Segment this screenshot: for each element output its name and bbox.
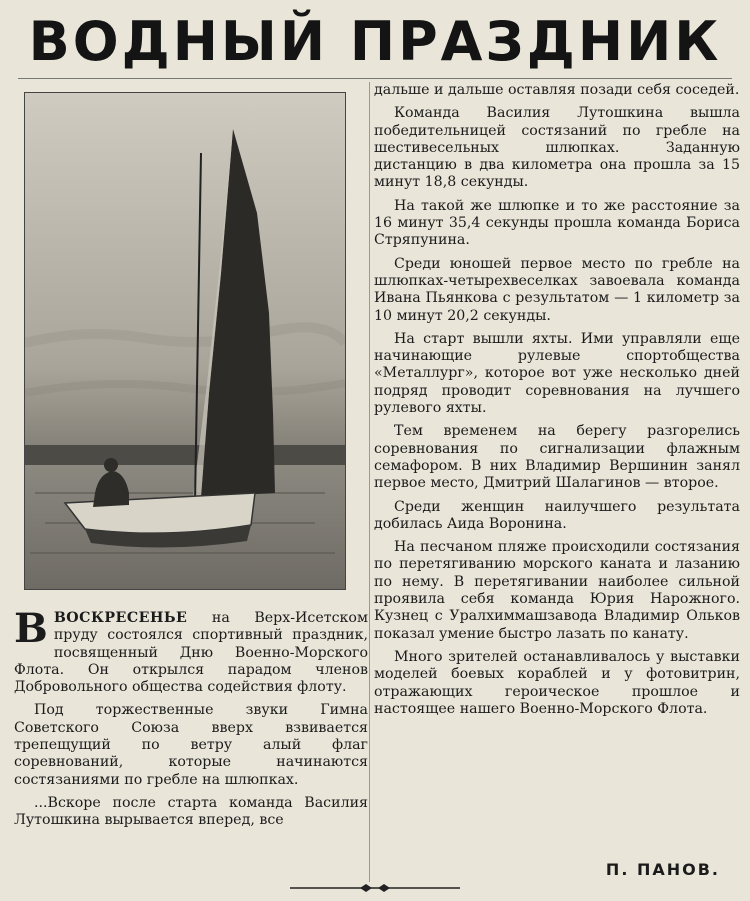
paragraph-r7: На песчаном пляже происходили состязания по перетягиванию морского каната и лазанию по нему. В перетягивании наиболее сильной проявила себя команда Юрия Нарожного. Кузнец с Уралхиммашзавода Владимир Ольков показал умение быстро лазать по канату.	[374, 539, 740, 642]
paragraph-3: ...Вскоре после старта команда Василия Лутошкина вырывается вперед, все	[14, 794, 368, 829]
author-signature: П. ПАНОВ.	[605, 860, 720, 879]
top-rule	[18, 78, 732, 79]
paragraph-r1: Команда Василия Лутошкина вышла победительницей состязаний по гребле на шестивесельных шлюпках. Заданную дистанцию в два километра она прошла за 15 минут 18,8 секунды.	[374, 105, 740, 191]
column-divider	[369, 82, 370, 882]
article-title: ВОДНЫЙ ПРАЗДНИК	[28, 10, 722, 73]
paragraph-1-text: на Верх-Исетском пруду состоялся спортивный праздник, посвященный Дню Военно-Морского Флота. Он открылся парадом членов Добровольного общества содействия флоту.	[14, 610, 368, 696]
sailboat-photo	[24, 92, 346, 590]
paragraph-r6: Среди женщин наилучшего результата добилась Аида Воронина.	[374, 498, 740, 532]
drop-cap: В	[14, 605, 48, 652]
right-column	[374, 82, 740, 724]
paragraph-1	[14, 605, 368, 696]
left-column	[14, 605, 368, 836]
paragraph-r2: На такой же шлюпке и то же расстояние за 16 минут 35,4 секунды прошла команда Бориса Стряпунина.	[374, 197, 740, 249]
lead-word: ВОСКРЕСЕНЬЕ	[53, 610, 188, 626]
paragraph-2: Под торжественные звуки Гимна Советского Союза вверх взвивается трепещущий по ветру алый флаг соревнований, которые начинаются состязаниями по гребле на шлюпках.	[14, 702, 368, 788]
paragraph-r3: Среди юношей первое место по гребле на шлюпках-четырехвеселках завоевала команда Ивана Пьянкова с результатом — 1 километр за 10 минут 20,2 секунды.	[374, 255, 740, 324]
ornament-divider	[290, 884, 460, 892]
paragraph-r5: Тем временем на берегу разгорелись соревнования по сигнализации флажным семафором. В них Владимир Вершинин занял первое место, Дмитрий Шалагинов — второе.	[374, 423, 740, 492]
sailboat-image	[25, 93, 345, 589]
paragraph-r8: Много зрителей останавливалось у выставки моделей боевых кораблей и у фотовитрин, отражающих героическое прошлое и настоящее нашего Военно-Морского Флота.	[374, 648, 740, 717]
paragraph-r4: На старт вышли яхты. Ими управляли еще начинающие рулевые спортобщества «Металлург», которое вот уже несколько дней подряд проводит соревнования на лучшего рулевого яхты.	[374, 330, 740, 417]
paragraph-continued: дальше и дальше оставляя позади себя соседей.	[374, 82, 740, 98]
